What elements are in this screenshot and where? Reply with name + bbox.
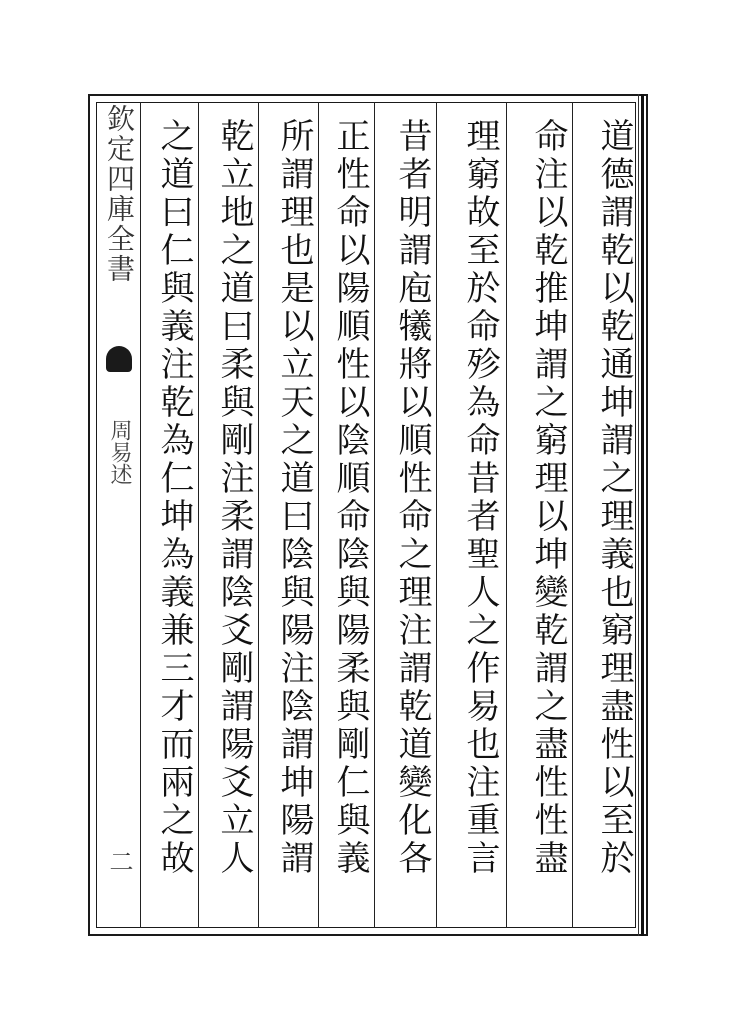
page-number: 二: [105, 849, 133, 873]
column-divider: [258, 102, 259, 928]
fishtail-ornament-icon: [106, 346, 132, 372]
column-divider: [506, 102, 507, 928]
chapter-title: 周易述: [107, 419, 132, 485]
text-column-2: 命注以乾推坤謂之窮理以坤變乾謂之盡性性盡: [528, 118, 568, 878]
page-spine-line: [638, 94, 644, 936]
text-column-5: 正性命以陽順性以陰順命陰與陽柔與剛仁與義: [330, 118, 370, 878]
column-divider: [198, 102, 199, 928]
book-title: 欽定四庫全書: [103, 104, 136, 284]
margin-column: [98, 104, 138, 924]
text-column-1: 道德謂乾以乾通坤謂之理義也窮理盡性以至於: [594, 118, 634, 878]
text-column-3: 理窮故至於命殄為命昔者聖人之作易也注重言: [460, 118, 500, 878]
column-divider: [374, 102, 375, 928]
column-divider: [572, 102, 573, 928]
text-column-4: 昔者明謂庖犧將以順性命之理注謂乾道變化各: [392, 118, 432, 878]
text-column-8: 之道曰仁與義注乾為仁坤為義兼三才而兩之故: [154, 118, 194, 878]
text-column-7: 乾立地之道曰柔與剛注柔謂陰爻剛謂陽爻立人: [214, 118, 254, 878]
column-divider: [140, 102, 141, 928]
column-divider: [436, 102, 437, 928]
text-column-6: 所謂理也是以立天之道曰陰與陽注陰謂坤陽謂: [274, 118, 314, 878]
column-divider: [318, 102, 319, 928]
